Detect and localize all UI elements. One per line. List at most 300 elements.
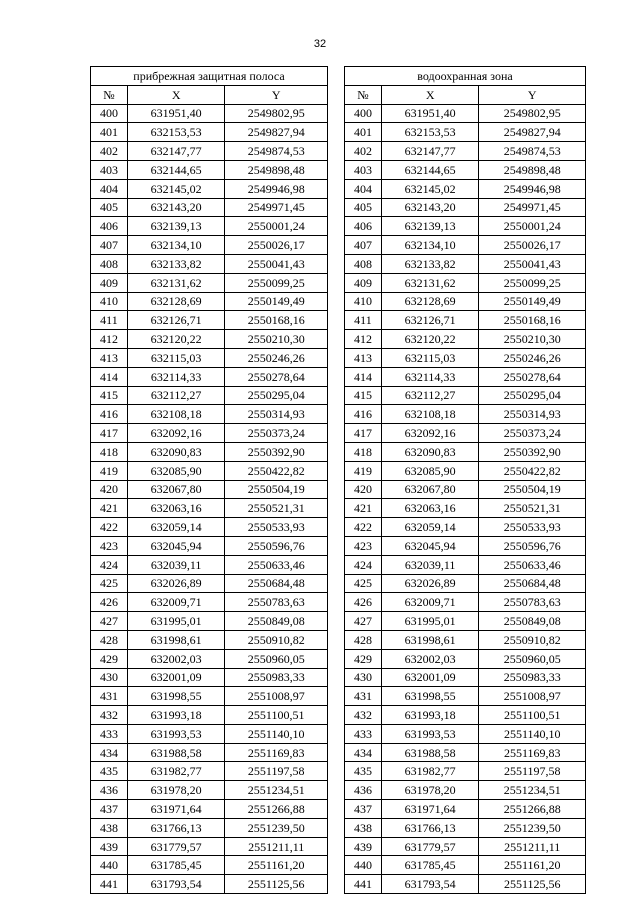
- x-coordinate-cell: 631988,58: [381, 743, 479, 762]
- page-number: 32: [313, 38, 327, 50]
- point-number-cell: 441: [345, 875, 382, 894]
- y-coordinate-cell: 2550849,08: [225, 612, 328, 631]
- y-coordinate-cell: 2550849,08: [479, 612, 586, 631]
- y-coordinate-cell: 2551234,51: [225, 781, 328, 800]
- point-number-cell: 420: [345, 480, 382, 499]
- table-row: [345, 593, 586, 612]
- y-coordinate-cell: 2551169,83: [225, 743, 328, 762]
- table-row: [345, 179, 586, 198]
- point-number-cell: 429: [91, 649, 128, 668]
- table-row: [345, 311, 586, 330]
- table-row: [345, 123, 586, 142]
- x-coordinate-cell: 632139,13: [381, 217, 479, 236]
- y-coordinate-cell: 2550278,64: [225, 367, 328, 386]
- point-number-cell: 425: [345, 574, 382, 593]
- x-coordinate-cell: 632133,82: [127, 254, 225, 273]
- x-coordinate-cell: 632090,83: [127, 442, 225, 461]
- table-row: [345, 330, 586, 349]
- y-coordinate-cell: 2551197,58: [479, 762, 586, 781]
- point-number-cell: 415: [345, 386, 382, 405]
- x-coordinate-cell: 632085,90: [381, 461, 479, 480]
- table-row: [91, 311, 328, 330]
- point-number-cell: 434: [91, 743, 128, 762]
- point-number-cell: 438: [91, 818, 128, 837]
- x-coordinate-cell: 632139,13: [127, 217, 225, 236]
- point-number-cell: 430: [345, 668, 382, 687]
- x-coordinate-cell: 631766,13: [127, 818, 225, 837]
- table-row: [345, 536, 586, 555]
- x-coordinate-cell: 632131,62: [381, 273, 479, 292]
- table-row: [345, 800, 586, 819]
- y-coordinate-cell: 2550168,16: [225, 311, 328, 330]
- table-row: [91, 198, 328, 217]
- table-row: [91, 593, 328, 612]
- x-coordinate-cell: 631998,61: [381, 630, 479, 649]
- x-coordinate-cell: 632147,77: [127, 142, 225, 161]
- x-coordinate-cell: 632153,53: [127, 123, 225, 142]
- x-coordinate-cell: 632114,33: [381, 367, 479, 386]
- y-coordinate-cell: 2550210,30: [479, 330, 586, 349]
- y-coordinate-cell: 2550210,30: [225, 330, 328, 349]
- column-header-number: №: [91, 85, 128, 104]
- y-coordinate-cell: 2551140,10: [225, 724, 328, 743]
- x-coordinate-cell: 632108,18: [127, 405, 225, 424]
- point-number-cell: 423: [91, 536, 128, 555]
- y-coordinate-cell: 2549946,98: [479, 179, 586, 198]
- point-number-cell: 434: [345, 743, 382, 762]
- point-number-cell: 430: [91, 668, 128, 687]
- point-number-cell: 402: [345, 142, 382, 161]
- table-row: [91, 724, 328, 743]
- point-number-cell: 426: [345, 593, 382, 612]
- x-coordinate-cell: 631766,13: [381, 818, 479, 837]
- y-coordinate-cell: 2551100,51: [225, 706, 328, 725]
- point-number-cell: 437: [91, 800, 128, 819]
- y-coordinate-cell: 2550504,19: [479, 480, 586, 499]
- point-number-cell: 432: [345, 706, 382, 725]
- y-coordinate-cell: 2550960,05: [225, 649, 328, 668]
- table-row: [91, 123, 328, 142]
- x-coordinate-cell: 632120,22: [127, 330, 225, 349]
- y-coordinate-cell: 2550910,82: [479, 630, 586, 649]
- x-coordinate-cell: 632128,69: [127, 292, 225, 311]
- y-coordinate-cell: 2549874,53: [225, 142, 328, 161]
- table-row: [91, 330, 328, 349]
- point-number-cell: 417: [345, 424, 382, 443]
- x-coordinate-cell: 632045,94: [127, 536, 225, 555]
- y-coordinate-cell: 2550983,33: [225, 668, 328, 687]
- y-coordinate-cell: 2551197,58: [225, 762, 328, 781]
- y-coordinate-cell: 2549802,95: [479, 104, 586, 123]
- x-coordinate-cell: 632134,10: [381, 236, 479, 255]
- point-number-cell: 421: [345, 499, 382, 518]
- point-number-cell: 406: [345, 217, 382, 236]
- y-coordinate-cell: 2550001,24: [479, 217, 586, 236]
- point-number-cell: 412: [345, 330, 382, 349]
- y-coordinate-cell: 2550314,93: [479, 405, 586, 424]
- table-row: [345, 649, 586, 668]
- table-row: [345, 555, 586, 574]
- table-row: [91, 837, 328, 856]
- table-title: прибрежная защитная полоса: [91, 67, 328, 86]
- x-coordinate-cell: 631785,45: [381, 856, 479, 875]
- y-coordinate-cell: 2550026,17: [225, 236, 328, 255]
- y-coordinate-cell: 2550373,24: [225, 424, 328, 443]
- x-coordinate-cell: 632059,14: [127, 518, 225, 537]
- x-coordinate-cell: 632009,71: [127, 593, 225, 612]
- table-row: [345, 574, 586, 593]
- point-number-cell: 418: [91, 442, 128, 461]
- point-number-cell: 436: [345, 781, 382, 800]
- x-coordinate-cell: 632112,27: [381, 386, 479, 405]
- x-coordinate-cell: 632144,65: [127, 160, 225, 179]
- point-number-cell: 412: [91, 330, 128, 349]
- point-number-cell: 416: [91, 405, 128, 424]
- table-row: [91, 800, 328, 819]
- table-row: [345, 442, 586, 461]
- point-number-cell: 419: [345, 461, 382, 480]
- point-number-cell: 414: [345, 367, 382, 386]
- y-coordinate-cell: 2551211,11: [479, 837, 586, 856]
- table-row: [345, 781, 586, 800]
- table-row: [91, 555, 328, 574]
- table-row: [345, 724, 586, 743]
- x-coordinate-cell: 632128,69: [381, 292, 479, 311]
- x-coordinate-cell: 632092,16: [381, 424, 479, 443]
- point-number-cell: 419: [91, 461, 128, 480]
- x-coordinate-cell: 632092,16: [127, 424, 225, 443]
- y-coordinate-cell: 2550783,63: [225, 593, 328, 612]
- y-coordinate-cell: 2551008,97: [225, 687, 328, 706]
- point-number-cell: 413: [91, 348, 128, 367]
- table-row: [345, 160, 586, 179]
- x-coordinate-cell: 632145,02: [127, 179, 225, 198]
- table-row: [345, 104, 586, 123]
- y-coordinate-cell: 2551239,50: [225, 818, 328, 837]
- table-row: [345, 762, 586, 781]
- table-row: [345, 142, 586, 161]
- point-number-cell: 437: [345, 800, 382, 819]
- point-number-cell: 429: [345, 649, 382, 668]
- point-number-cell: 403: [91, 160, 128, 179]
- table-row: [91, 236, 328, 255]
- table-row: [91, 104, 328, 123]
- table-row: [91, 499, 328, 518]
- table-row: [345, 424, 586, 443]
- x-coordinate-cell: 632143,20: [381, 198, 479, 217]
- point-number-cell: 416: [345, 405, 382, 424]
- y-coordinate-cell: 2550149,49: [225, 292, 328, 311]
- y-coordinate-cell: 2550041,43: [479, 254, 586, 273]
- table-row: [345, 818, 586, 837]
- point-number-cell: 409: [91, 273, 128, 292]
- point-number-cell: 436: [91, 781, 128, 800]
- point-number-cell: 402: [91, 142, 128, 161]
- point-number-cell: 400: [91, 104, 128, 123]
- y-coordinate-cell: 2549898,48: [225, 160, 328, 179]
- point-number-cell: 420: [91, 480, 128, 499]
- table-row: [91, 142, 328, 161]
- x-coordinate-cell: 632147,77: [381, 142, 479, 161]
- x-coordinate-cell: 632067,80: [127, 480, 225, 499]
- point-number-cell: 413: [345, 348, 382, 367]
- point-number-cell: 401: [345, 123, 382, 142]
- x-coordinate-cell: 632114,33: [127, 367, 225, 386]
- point-number-cell: 400: [345, 104, 382, 123]
- table-row: [91, 424, 328, 443]
- x-coordinate-cell: 632144,65: [381, 160, 479, 179]
- x-coordinate-cell: 632131,62: [127, 273, 225, 292]
- y-coordinate-cell: 2549802,95: [225, 104, 328, 123]
- y-coordinate-cell: 2550633,46: [479, 555, 586, 574]
- table-row: [91, 856, 328, 875]
- x-coordinate-cell: 631971,64: [381, 800, 479, 819]
- x-coordinate-cell: 632026,89: [381, 574, 479, 593]
- table-row: [91, 386, 328, 405]
- y-coordinate-cell: 2549946,98: [225, 179, 328, 198]
- y-coordinate-cell: 2550149,49: [479, 292, 586, 311]
- x-coordinate-cell: 632126,71: [127, 311, 225, 330]
- y-coordinate-cell: 2550983,33: [479, 668, 586, 687]
- y-coordinate-cell: 2550910,82: [225, 630, 328, 649]
- table-row: [91, 179, 328, 198]
- point-number-cell: 424: [345, 555, 382, 574]
- x-coordinate-cell: 632001,09: [381, 668, 479, 687]
- point-number-cell: 421: [91, 499, 128, 518]
- x-coordinate-cell: 632063,16: [381, 499, 479, 518]
- x-coordinate-cell: 632085,90: [127, 461, 225, 480]
- point-number-cell: 423: [345, 536, 382, 555]
- table-row: [91, 630, 328, 649]
- coastal-protective-strip-table: [90, 66, 328, 894]
- x-coordinate-cell: 631993,18: [381, 706, 479, 725]
- x-coordinate-cell: 632009,71: [381, 593, 479, 612]
- y-coordinate-cell: 2550633,46: [225, 555, 328, 574]
- x-coordinate-cell: 632120,22: [381, 330, 479, 349]
- x-coordinate-cell: 632059,14: [381, 518, 479, 537]
- point-number-cell: 401: [91, 123, 128, 142]
- x-coordinate-cell: 632108,18: [381, 405, 479, 424]
- point-number-cell: 409: [345, 273, 382, 292]
- table-row: [91, 706, 328, 725]
- table-title: водоохранная зона: [345, 67, 586, 86]
- y-coordinate-cell: 2550684,48: [479, 574, 586, 593]
- point-number-cell: 440: [345, 856, 382, 875]
- point-number-cell: 439: [91, 837, 128, 856]
- point-number-cell: 435: [91, 762, 128, 781]
- table-row: [345, 480, 586, 499]
- table-row: [91, 781, 328, 800]
- y-coordinate-cell: 2551211,11: [225, 837, 328, 856]
- y-coordinate-cell: 2551140,10: [479, 724, 586, 743]
- table-row: [91, 480, 328, 499]
- table-row: [345, 687, 586, 706]
- point-number-cell: 422: [91, 518, 128, 537]
- x-coordinate-cell: 631779,57: [127, 837, 225, 856]
- x-coordinate-cell: 631995,01: [127, 612, 225, 631]
- x-coordinate-cell: 632063,16: [127, 499, 225, 518]
- y-coordinate-cell: 2549971,45: [479, 198, 586, 217]
- point-number-cell: 433: [345, 724, 382, 743]
- point-number-cell: 439: [345, 837, 382, 856]
- x-coordinate-cell: 632067,80: [381, 480, 479, 499]
- x-coordinate-cell: 631993,53: [127, 724, 225, 743]
- x-coordinate-cell: 631951,40: [127, 104, 225, 123]
- point-number-cell: 431: [91, 687, 128, 706]
- x-coordinate-cell: 631982,77: [381, 762, 479, 781]
- x-coordinate-cell: 632090,83: [381, 442, 479, 461]
- y-coordinate-cell: 2550596,76: [225, 536, 328, 555]
- column-header-y: Y: [479, 85, 586, 104]
- table-row: [91, 292, 328, 311]
- x-coordinate-cell: 632115,03: [127, 348, 225, 367]
- point-number-cell: 408: [345, 254, 382, 273]
- y-coordinate-cell: 2550099,25: [225, 273, 328, 292]
- point-number-cell: 405: [91, 198, 128, 217]
- point-number-cell: 425: [91, 574, 128, 593]
- table-row: [91, 818, 328, 837]
- table-row: [91, 461, 328, 480]
- point-number-cell: 406: [91, 217, 128, 236]
- y-coordinate-cell: 2551161,20: [225, 856, 328, 875]
- y-coordinate-cell: 2550373,24: [479, 424, 586, 443]
- point-number-cell: 403: [345, 160, 382, 179]
- column-header-x: X: [127, 85, 225, 104]
- point-number-cell: 438: [345, 818, 382, 837]
- y-coordinate-cell: 2549971,45: [225, 198, 328, 217]
- table-row: [345, 612, 586, 631]
- table-row: [91, 217, 328, 236]
- point-number-cell: 414: [91, 367, 128, 386]
- x-coordinate-cell: 631978,20: [381, 781, 479, 800]
- y-coordinate-cell: 2550295,04: [225, 386, 328, 405]
- y-coordinate-cell: 2551266,88: [225, 800, 328, 819]
- table-row: [345, 386, 586, 405]
- point-number-cell: 424: [91, 555, 128, 574]
- x-coordinate-cell: 632002,03: [381, 649, 479, 668]
- table-row: [91, 348, 328, 367]
- x-coordinate-cell: 631993,18: [127, 706, 225, 725]
- y-coordinate-cell: 2550295,04: [479, 386, 586, 405]
- y-coordinate-cell: 2550521,31: [479, 499, 586, 518]
- table-row: [91, 405, 328, 424]
- x-coordinate-cell: 632045,94: [381, 536, 479, 555]
- y-coordinate-cell: 2550504,19: [225, 480, 328, 499]
- table-row: [91, 273, 328, 292]
- x-coordinate-cell: 632145,02: [381, 179, 479, 198]
- table-row: [91, 743, 328, 762]
- x-coordinate-cell: 631998,55: [381, 687, 479, 706]
- point-number-cell: 433: [91, 724, 128, 743]
- table-row: [91, 442, 328, 461]
- point-number-cell: 431: [345, 687, 382, 706]
- point-number-cell: 427: [91, 612, 128, 631]
- table-row: [345, 706, 586, 725]
- y-coordinate-cell: 2550533,93: [479, 518, 586, 537]
- point-number-cell: 435: [345, 762, 382, 781]
- point-number-cell: 426: [91, 593, 128, 612]
- point-number-cell: 418: [345, 442, 382, 461]
- point-number-cell: 407: [91, 236, 128, 255]
- point-number-cell: 405: [345, 198, 382, 217]
- x-coordinate-cell: 631998,55: [127, 687, 225, 706]
- y-coordinate-cell: 2549898,48: [479, 160, 586, 179]
- y-coordinate-cell: 2550684,48: [225, 574, 328, 593]
- table-row: [345, 630, 586, 649]
- point-number-cell: 422: [345, 518, 382, 537]
- y-coordinate-cell: 2550246,26: [479, 348, 586, 367]
- table-row: [91, 518, 328, 537]
- column-header-y: Y: [225, 85, 328, 104]
- y-coordinate-cell: 2550041,43: [225, 254, 328, 273]
- y-coordinate-cell: 2550422,82: [479, 461, 586, 480]
- y-coordinate-cell: 2551100,51: [479, 706, 586, 725]
- point-number-cell: 411: [345, 311, 382, 330]
- table-row: [345, 254, 586, 273]
- x-coordinate-cell: 632039,11: [381, 555, 479, 574]
- x-coordinate-cell: 632026,89: [127, 574, 225, 593]
- y-coordinate-cell: 2551161,20: [479, 856, 586, 875]
- point-number-cell: 408: [91, 254, 128, 273]
- point-number-cell: 410: [345, 292, 382, 311]
- y-coordinate-cell: 2551169,83: [479, 743, 586, 762]
- x-coordinate-cell: 632115,03: [381, 348, 479, 367]
- x-coordinate-cell: 631995,01: [381, 612, 479, 631]
- point-number-cell: 417: [91, 424, 128, 443]
- y-coordinate-cell: 2550596,76: [479, 536, 586, 555]
- water-protection-zone-table: [344, 66, 586, 894]
- table-row: [345, 292, 586, 311]
- table-row: [345, 198, 586, 217]
- table-row: [345, 743, 586, 762]
- y-coordinate-cell: 2550246,26: [225, 348, 328, 367]
- table-row: [91, 687, 328, 706]
- table-row: [345, 236, 586, 255]
- table-row: [91, 649, 328, 668]
- x-coordinate-cell: 631978,20: [127, 781, 225, 800]
- column-header-number: №: [345, 85, 382, 104]
- y-coordinate-cell: 2550960,05: [479, 649, 586, 668]
- y-coordinate-cell: 2550314,93: [225, 405, 328, 424]
- x-coordinate-cell: 631998,61: [127, 630, 225, 649]
- table-row: [91, 536, 328, 555]
- point-number-cell: 441: [91, 875, 128, 894]
- table-row: [345, 668, 586, 687]
- table-row: [345, 367, 586, 386]
- y-coordinate-cell: 2550099,25: [479, 273, 586, 292]
- y-coordinate-cell: 2550783,63: [479, 593, 586, 612]
- point-number-cell: 440: [91, 856, 128, 875]
- x-coordinate-cell: 631793,54: [127, 875, 225, 894]
- y-coordinate-cell: 2551234,51: [479, 781, 586, 800]
- point-number-cell: 404: [91, 179, 128, 198]
- table-row: [345, 499, 586, 518]
- table-row: [91, 367, 328, 386]
- table-row: [345, 518, 586, 537]
- y-coordinate-cell: 2550278,64: [479, 367, 586, 386]
- point-number-cell: 404: [345, 179, 382, 198]
- x-coordinate-cell: 631779,57: [381, 837, 479, 856]
- x-coordinate-cell: 632001,09: [127, 668, 225, 687]
- x-coordinate-cell: 631793,54: [381, 875, 479, 894]
- x-coordinate-cell: 631785,45: [127, 856, 225, 875]
- point-number-cell: 410: [91, 292, 128, 311]
- table-row: [91, 668, 328, 687]
- point-number-cell: 432: [91, 706, 128, 725]
- y-coordinate-cell: 2550392,90: [225, 442, 328, 461]
- x-coordinate-cell: 632126,71: [381, 311, 479, 330]
- x-coordinate-cell: 632112,27: [127, 386, 225, 405]
